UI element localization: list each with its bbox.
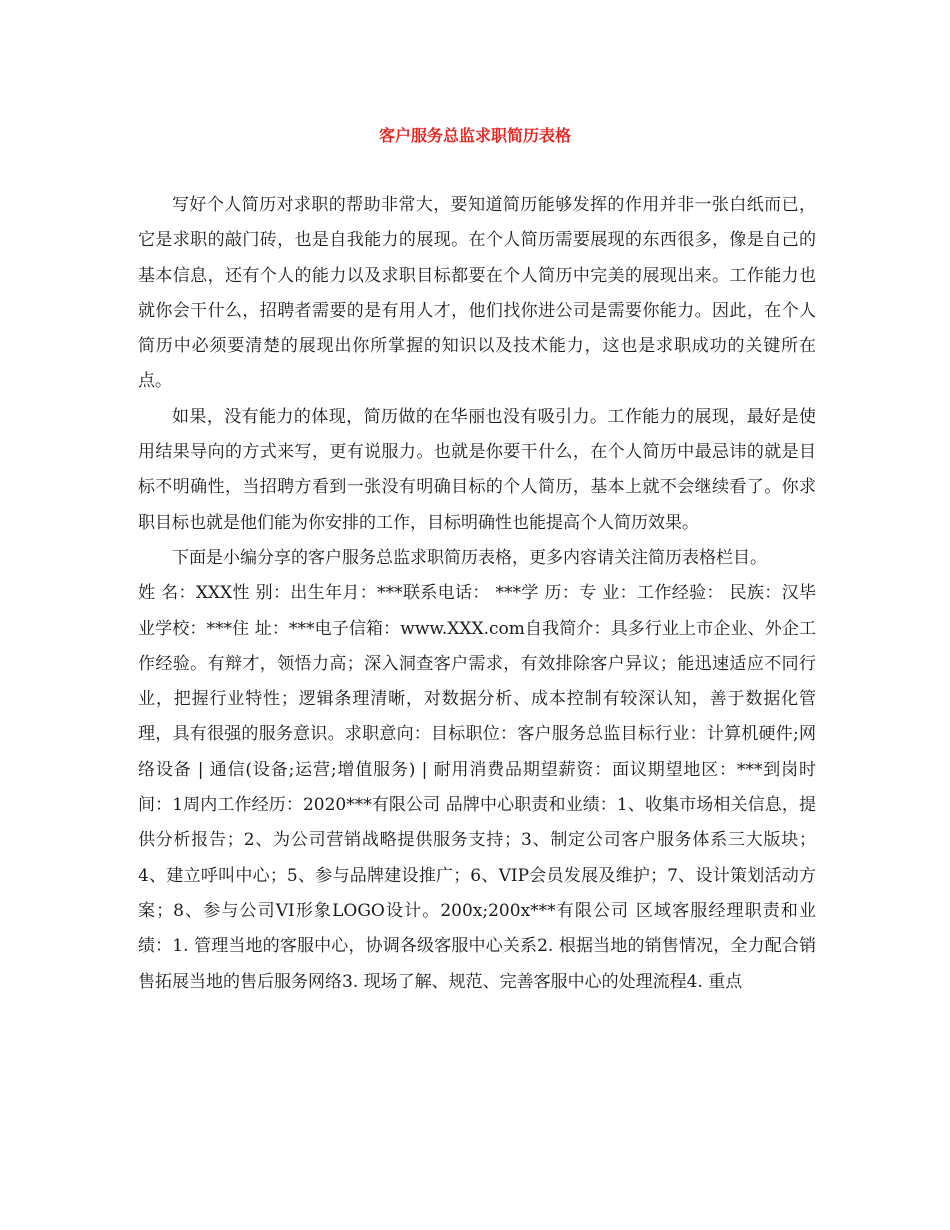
intro-paragraph-3: 下面是小编分享的客户服务总监求职简历表格，更多内容请关注简历表格栏目。 [172,547,767,568]
intro-paragraph-2: 如果，没有能力的体现，简历做的在华丽也没有吸引力。工作能力的展现，最好是使用结果导向的方式来写，更有说服力。也就是你要干什么，在个人简历中最忌讳的就是目标不明确性，当招聘方看到一张没有明确目标的个人简历，基本上就不会继续看了。你求职目标也就是他们能为你安排的工作，目标明确性也能提高个人简历效果。 [138,406,816,533]
document-title: 客户服务总监求职简历表格 [378,126,571,145]
document-body [138,188,816,1000]
intro-paragraph-1: 写好个人简历对求职的帮助非常大，要知道简历能够发挥的作用并非一张白纸而已，它是求职的敲门砖，也是自我能力的展现。在个人简历需要展现的东西很多，像是自己的基本信息，还有个人的能力以及求职目标都要在个人简历中完美的展现出来。工作能力也就你会干什么，招聘者需要的是有用人才，他们找你进公司是需要你能力。因此，在个人简历中必须要清楚的展现出你所掌握的知识以及技术能力，这也是求职成功的关键所在点。 [138,195,816,392]
resume-content: 姓 名：XXX性 别：出生年月：***联系电话： ***学 历：专 业：工作经验： 民族：汉毕业学校：***住 址：***电子信箱：www.XXX.com自我简介：具多行业上市企业、外企工作经验。有辩才，领悟力高；深入洞查客户需求，有效排除客户异议；能迅速适应不同行业，把握行业特性；逻辑条理清晰，对数据分析、成本控制有较深认知，善于数据化管理，具有很强的服务意识。求职意向：目标职位：客户服务总监目标行业：计算机硬件;网络设备 | 通信(设备;运营;增值服务) | 耐用消费品期望薪资：面议期望地区：***到岗时间：1周内工作经历：2020***有限公司 品牌中心职责和业绩：1、收集市场相关信息，提供分析报告；2、为公司营销战略提供服务支持；3、制定公司客户服务体系三大版块；4、建立呼叫中心；5、参与品牌建设推广；6、VIP会员发展及维护；7、设计策划活动方案；8、参与公司VI形象LOGO设计。200x;200x***有限公司 区域客服经理职责和业绩：1. 管理当地的客服中心，协调各级客服中心关系2. 根据当地的销售情况，全力配合销售拓展当地的售后服务网络3. 现场了解、规范、完善客服中心的处理流程4. 重点 [138,583,816,992]
